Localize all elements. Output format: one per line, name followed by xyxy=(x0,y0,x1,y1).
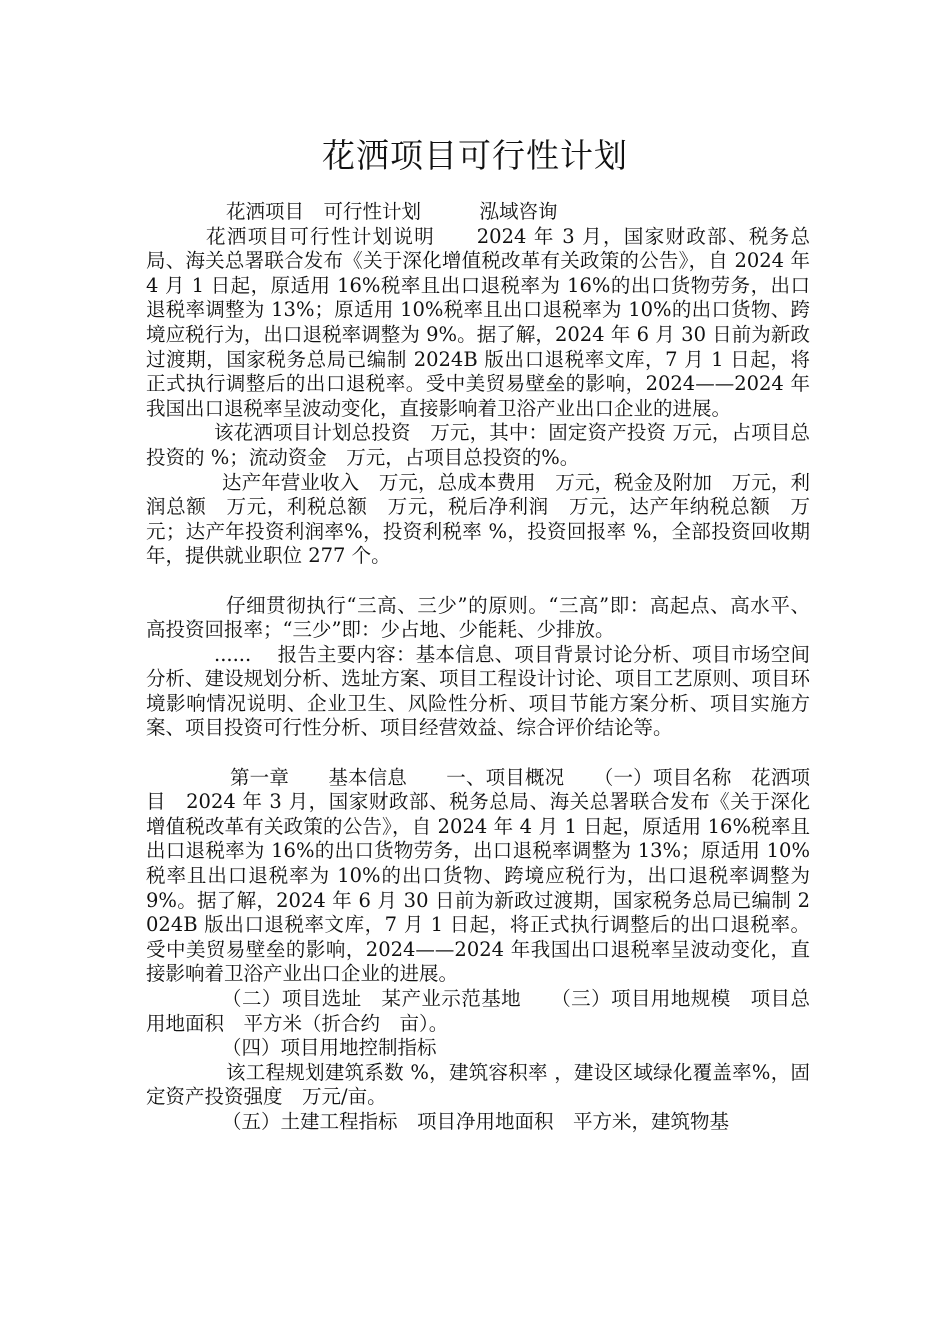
header-line: 花洒项目 可行性计划 泓域咨询 xyxy=(226,200,558,223)
paragraph-chapter-one: 第一章 基本信息 一、项目概况 （一）项目名称 花洒项目 2024 年 3 月，国家财政部、税务总局、海关总署联合发布《关于深化增值税改革有关政策的公告》，自 2024 年 4 月 1 日起，原适用 16%税率且出口退税率为 16%的出口货物劳务，出口退税率调整为 13%；原适用 10%税率且出口退税率为 10%的出口货物、跨境应税行为，出口退税率调整为 9%。据了解，2024 年 6 月 30 日前为新政过渡期，国家税务总局已编制 2024B 版出口退税率文库，7 月 1 日起，将正式执行调整后的出口退税率。受中美贸易壁垒的影响，2024——2024 年我国出口退税率呈波动变化，直接影响着卫浴产业出口企业的进展。 xyxy=(146,765,817,986)
paragraph-land-control-heading: （四）项目用地控制指标 xyxy=(222,1036,437,1060)
paragraph-revenue: 达产年营业收入 万元，总成本费用 万元，税金及附加 万元，利润总额 万元，利税总额 万元，税后净利润 万元，达产年纳税总额 万元；达产年投资利润率%，投资利税率 %，投资回报率 %，全部投资回收期 年，提供就业职位 277 个。 xyxy=(146,470,817,568)
paragraph-principle: 仔细贯彻执行“三高、三少”的原则。“三高”即：高起点、高水平、高投资回报率；“三少”即：少占地、少能耗、少排放。 xyxy=(146,593,810,642)
paragraph-report-content: ...... 报告主要内容：基本信息、项目背景讨论分析、项目市场空间分析、建设规划分析、选址方案、项目工程设计讨论、项目工艺原则、项目环境影响情况说明、企业卫生、风险性分析、项目节能方案分析、项目实施方案、项目投资可行性分析、项目经营效益、综合评价结论等。 xyxy=(146,642,810,740)
document-title: 花洒项目可行性计划 xyxy=(322,136,628,175)
paragraph-civil-works: （五）土建工程指标 项目净用地面积 平方米，建筑物基 xyxy=(222,1109,730,1133)
paragraph-site: （二）项目选址 某产业示范基地 （三）项目用地规模 项目总用地面积 平方米（折合约 亩）。 xyxy=(146,987,810,1035)
paragraph-intro: 花洒项目可行性计划说明 2024 年 3 月，国家财政部、税务总局、海关总署联合发布《关于深化增值税改革有关政策的公告》，自 2024 年 4 月 1 日起，原适用 16%税率且出口退税率为 16%的出口货物劳务，出口退税率调整为 13%；原适用 10%税率且出口退税率为 10%的出口货物、跨境应税行为，出口退税率调整为 9%。据了解，2024 年 6 月 30 日前为新政过渡期，国家税务总局已编制 2024B 版出口退税率文库，7 月 1 日起，将正式执行调整后的出口退税率。受中美贸易壁垒的影响，2024——2024 年我国出口退税率呈波动变化，直接影响着卫浴产业出口企业的进展。 xyxy=(146,224,817,420)
paragraph-gap xyxy=(146,569,810,594)
document-body xyxy=(146,200,817,1135)
paragraph-land-control: 该工程规划建筑系数 %，建筑容积率 ，建设区域绿化覆盖率%，固定资产投资强度 万元/亩。 xyxy=(146,1060,810,1109)
paragraph-investment: 该花洒项目计划总投资 万元，其中：固定资产投资 万元，占项目总投资的 %；流动资金 万元，占项目总投资的%。 xyxy=(146,421,810,469)
paragraph-gap xyxy=(146,741,810,766)
